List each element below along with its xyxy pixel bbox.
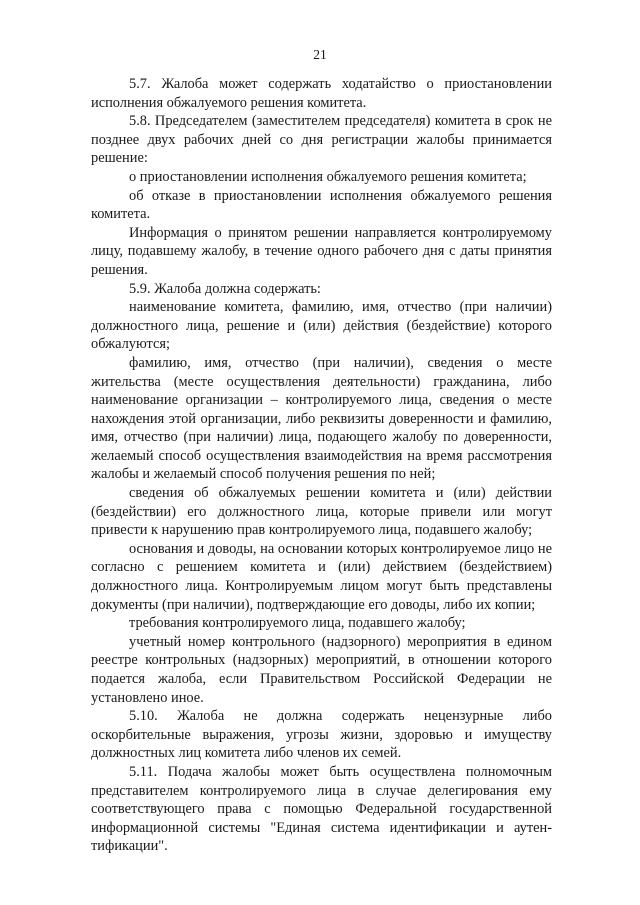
paragraph-5-10: 5.10. Жалоба не должна содержать нецензурные либо оскорбительные выражения, угрозы жизни, здоровью и имуществу должностных лиц комитета либо членов их семей.	[91, 708, 552, 762]
paragraph-appealed-decisions: сведения об обжалуемых решении комитета и (или) действии (бездействии) его должностного лица, которые привели или могут привести к нарушению прав контролируемого лица, подавшего жалобу;	[91, 485, 552, 539]
paragraph-registry-number: учетный номер контрольного (надзорного) мероприятия в едином реестре контрольных (надзорных) мероприятий, в отношении которого подается жалоба, если Правительством Российской Федерации не установлено иное.	[91, 633, 552, 706]
document-body	[91, 75, 552, 856]
paragraph-5-9: 5.9. Жалоба должна содержать:	[129, 280, 321, 297]
paragraph-refusal-option: об отказе в приостановлении исполнения обжалуемого решения комитета.	[91, 187, 552, 223]
page-number: 21	[313, 47, 327, 62]
paragraph-5-7: 5.7. Жалоба может содержать ходатайство о приостановлении исполнения обжалуемого решения комитета.	[91, 76, 552, 111]
paragraph-grounds: основания и доводы, на основании которых контролируемое лицо не согласно с решением комитета и (или) действием (бездействием) должностного лица. Контролируемым лицом могут быть представлены документы (при наличии), подтверждающие его доводы, либо их копии;	[91, 540, 552, 613]
paragraph-decision-notice: Информация о принятом решении направляется контролируемому лицу, подавшему жалобу, в течение одного рабочего дня с даты принятия решения.	[91, 224, 552, 278]
paragraph-5-8: 5.8. Председателем (заместителем председателя) комитета в срок не позднее двух рабочих дней со дня регистрации жалобы принимается решение:	[91, 113, 552, 167]
paragraph-applicant-details: фамилию, имя, отчество (при наличии), сведения о месте жительства (месте осуществления деятельности) гражданина, либо наименование организации – контролируемого лица, сведения о месте нахождения этой организации, либо реквизиты доверенности и фамилию, имя, отчество (при наличии) лица, подающего жалобу по доверенности, желаемый способ осуществления взаимодействия на время рассмотрения жалобы и желаемый способ получения решения по ней;	[91, 354, 552, 483]
paragraph-5-11: 5.11. Подача жалобы может быть осуществлена полномочным представителем контролируемого лица в случае делегирования ему соответствующего права с помощью Федеральной государственной информационной системы "Единая система идентификации и аутен-тификации".	[91, 763, 552, 855]
paragraph-suspension-option: о приостановлении исполнения обжалуемого решения комитета;	[129, 168, 527, 185]
paragraph-committee-name: наименование комитета, фамилию, имя, отчество (при наличии) должностного лица, решение и (или) действия (бездействие) которого обжалуются;	[91, 299, 552, 353]
paragraph-requirements: требования контролируемого лица, подавшего жалобу;	[129, 615, 466, 632]
